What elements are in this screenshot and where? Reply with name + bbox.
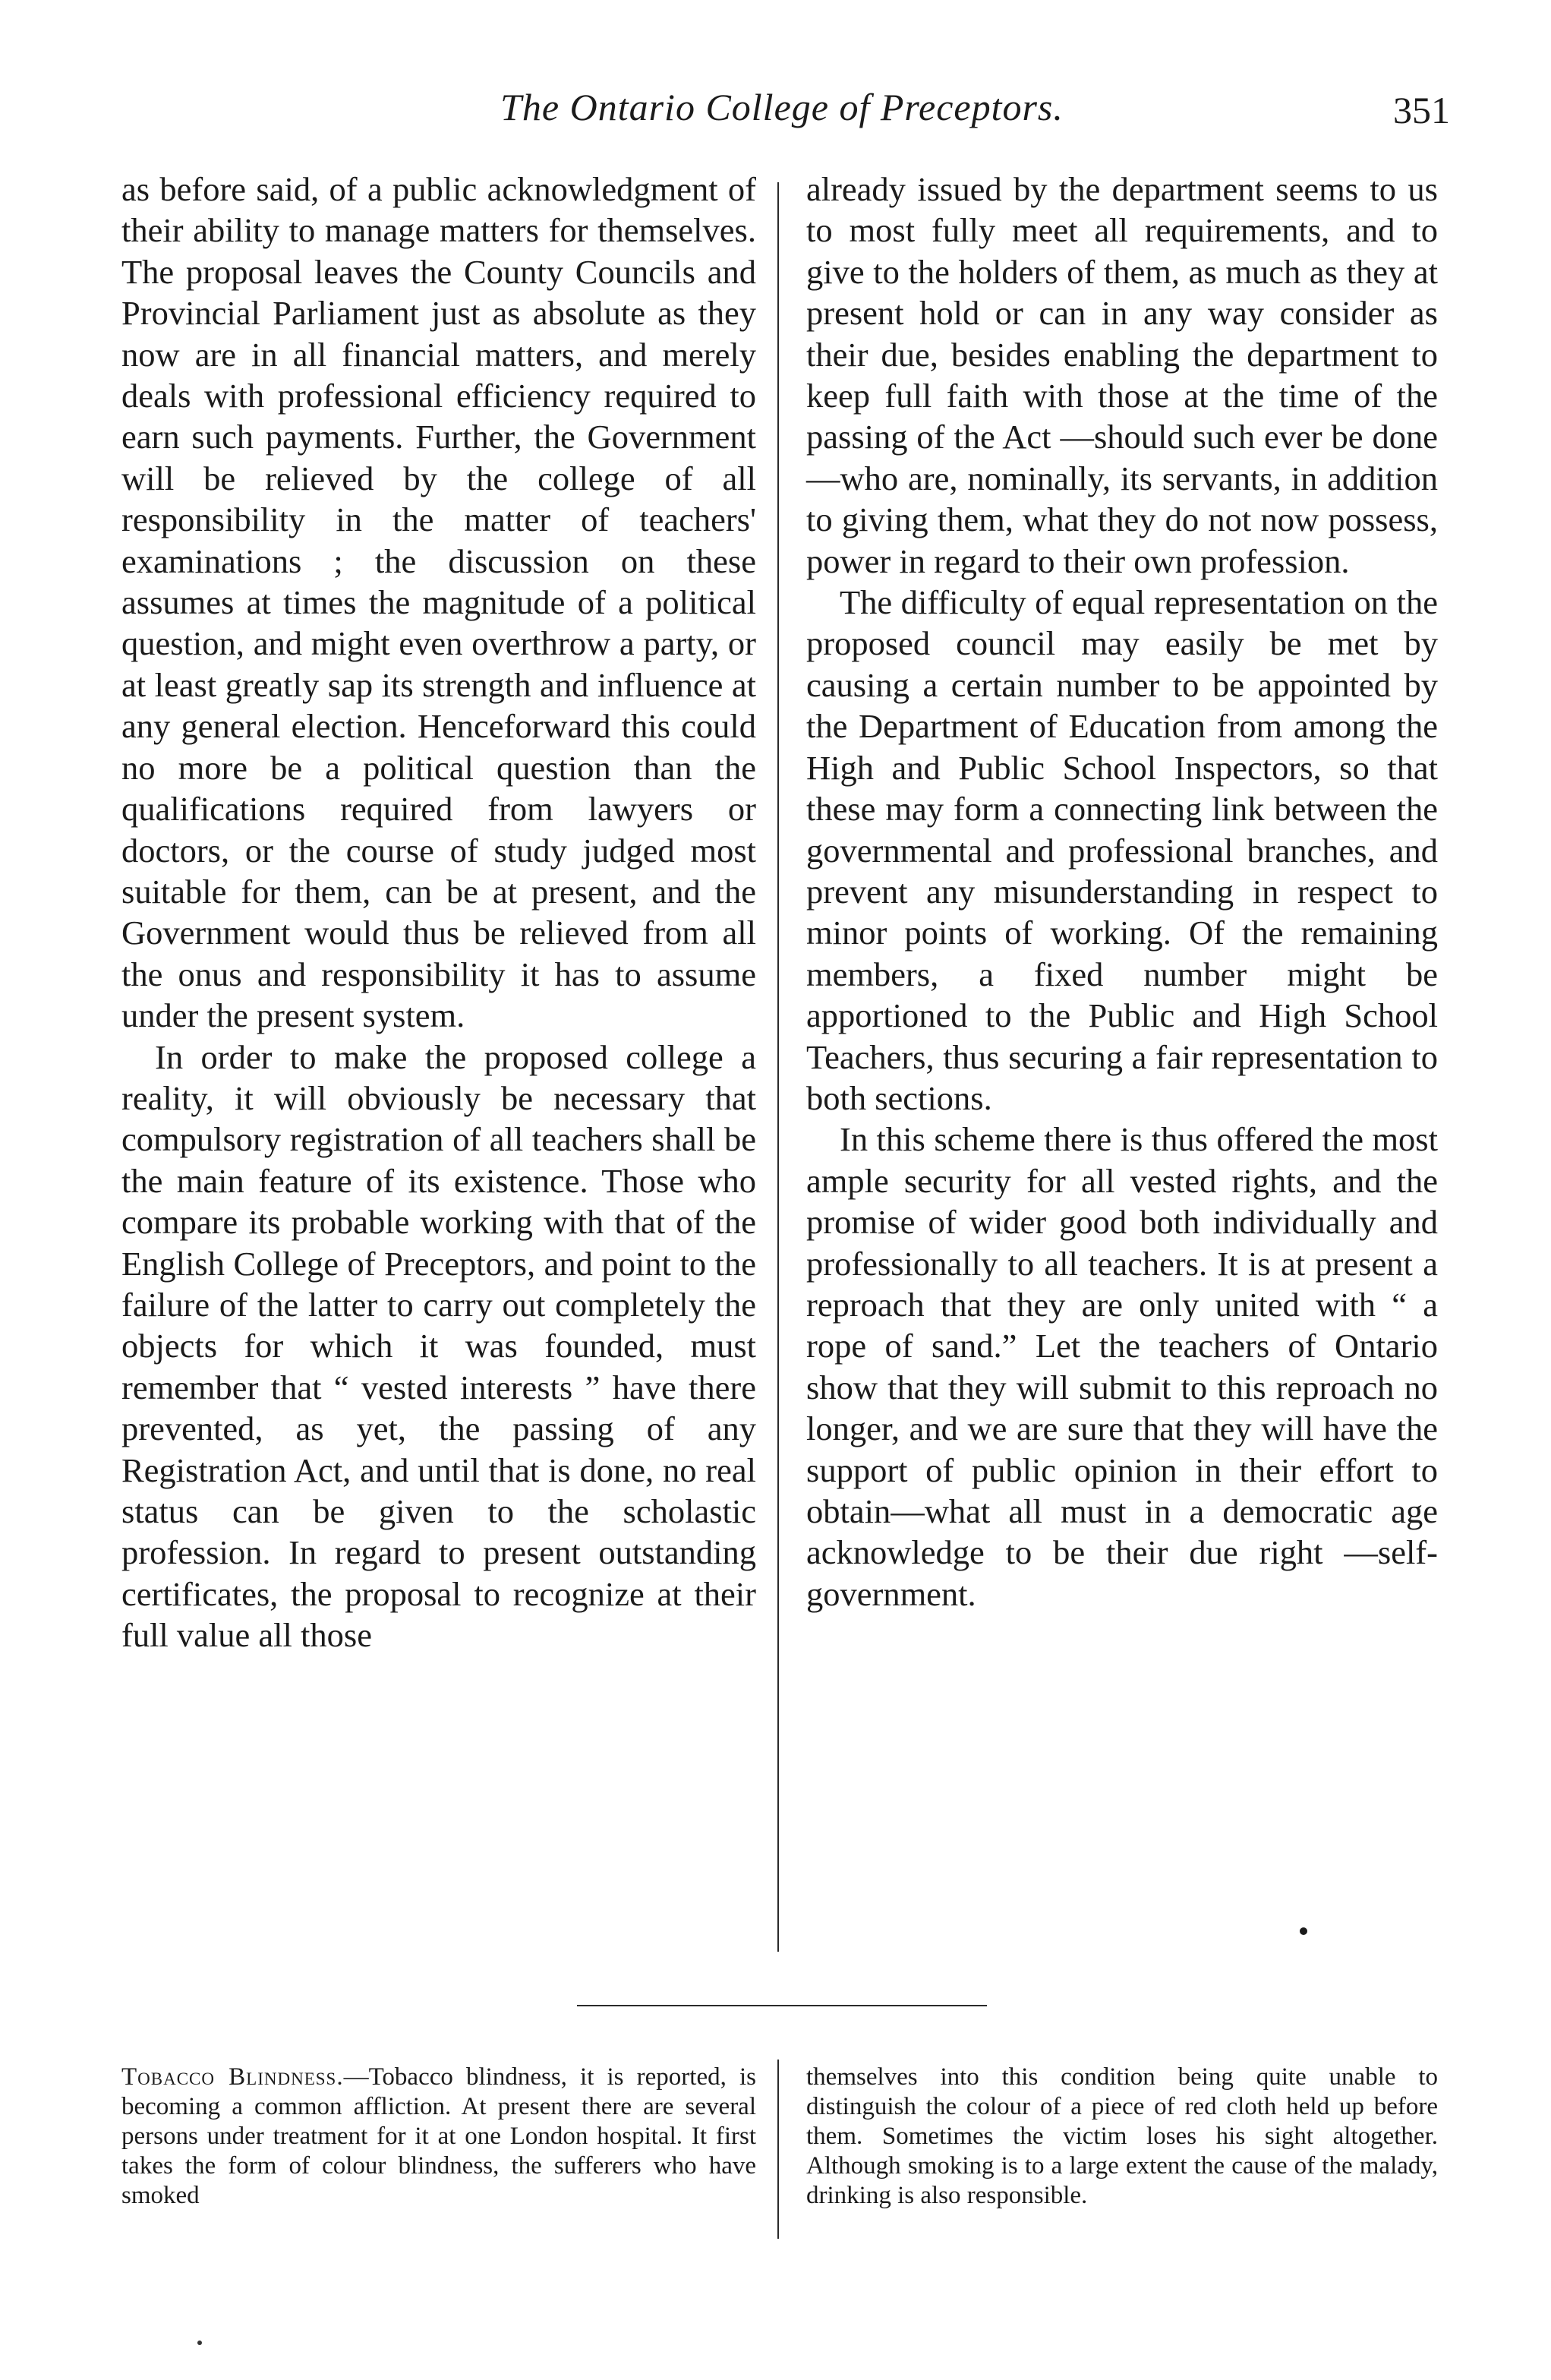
page-number: 351 <box>1393 89 1450 131</box>
right-column <box>806 169 1438 1615</box>
column-rule <box>777 182 779 1952</box>
left-paragraph-1: as before said, of a public acknowledgment of their ability to manage matters for themselves. The proposal leaves the County Councils and Provincial Parliament just as absolute as they now are in all financial matters, and merely deals with professional efficiency required to earn such payments. Further, the Government will be relieved by the college of all responsibility in the matter of teachers' examinations ; the discussion on these assumes at times the magnitude of a political question, and might even overthrow a party, or at least greatly sap its strength and influence at any general election. Henceforward this could no more be a political question than the qualifications required from lawyers or doctors, or the course of study judged most suitable for them, can be at present, and the Government would thus be relieved from all the onus and responsibility it has to assume under the present system. <box>121 170 756 1035</box>
running-title: The Ontario College of Preceptors. <box>500 86 1064 128</box>
right-paragraph-1: already issued by the department seems to us to most fully meet all requirements, and to give to the holders of them, as much as they at present hold or can in any way consider as their due, besides enabling the department to keep full faith with those at the time of the passing of the Act —should such ever be done—who are, nominally, its servants, in addition to giving them, what they do not now possess, power in regard to their own profession. <box>806 170 1438 580</box>
section-rule <box>577 2005 987 2006</box>
right-paragraph-2: The difficulty of equal representation on the proposed council may easily be met by causing a certain number to be appointed by the Department of Education from among the High and Public School Inspectors, so that these may form a connecting link between the governmental and professional branches, and prevent any misunderstanding in respect to minor points of working. Of the remaining members, a fixed number might be apportioned to the Public and High School Teachers, thus securing a fair representation to both sections. <box>806 583 1438 1117</box>
note-heading: Tobacco Blindness. <box>121 2063 344 2091</box>
note-left-text: —Tobacco blindness, it is reported, is becoming a common affliction. At present there are several persons under treatment for it at one London hospital. It first takes the form of colour blindness, the sufferers who have smoked <box>121 2063 756 2209</box>
left-paragraph-2: In order to make the proposed college a reality, it will obviously be necessary that compulsory registration of all teachers shall be the main feature of its existence. Those who compare its probable working with that of the English College of Preceptors, and point to the failure of the latter to carry out completely the objects for which it was founded, must remember that “ vested interests ” have there prevented, as yet, the passing of any Registration Act, and until that is done, no real status can be given to the scholastic profession. In regard to present outstanding certificates, the proposal to recognize at their full value all those <box>121 1037 756 1655</box>
note-paragraph-left <box>121 2063 756 2211</box>
running-head <box>114 85 1450 138</box>
note-left-column <box>121 2063 756 2211</box>
right-paragraph-3: In this scheme there is thus offered the most ample security for all vested rights, and the promise of wider good both individually and professionally to all teachers. It is at present a reproach that they are only united with “ a rope of sand.” Let the teachers of Ontario show that they will submit to this reproach no longer, and we are sure that they will have the support of public opinion in their effort to obtain—what all must in a democratic age acknowledge to be their due right —self-government. <box>806 1120 1438 1613</box>
left-column <box>121 169 756 1656</box>
note-column-rule <box>777 2060 779 2239</box>
end-mark <box>1300 1927 1307 1935</box>
note-right-column <box>806 2063 1438 2211</box>
paper-speck <box>197 2341 202 2345</box>
note-right-text: themselves into this condition being quite unable to distinguish the colour of a piece of red cloth held up before them. Sometimes the victim loses his sight altogether. Although smoking is to a large extent the cause of the malady, drinking is also responsible. <box>806 2063 1438 2209</box>
